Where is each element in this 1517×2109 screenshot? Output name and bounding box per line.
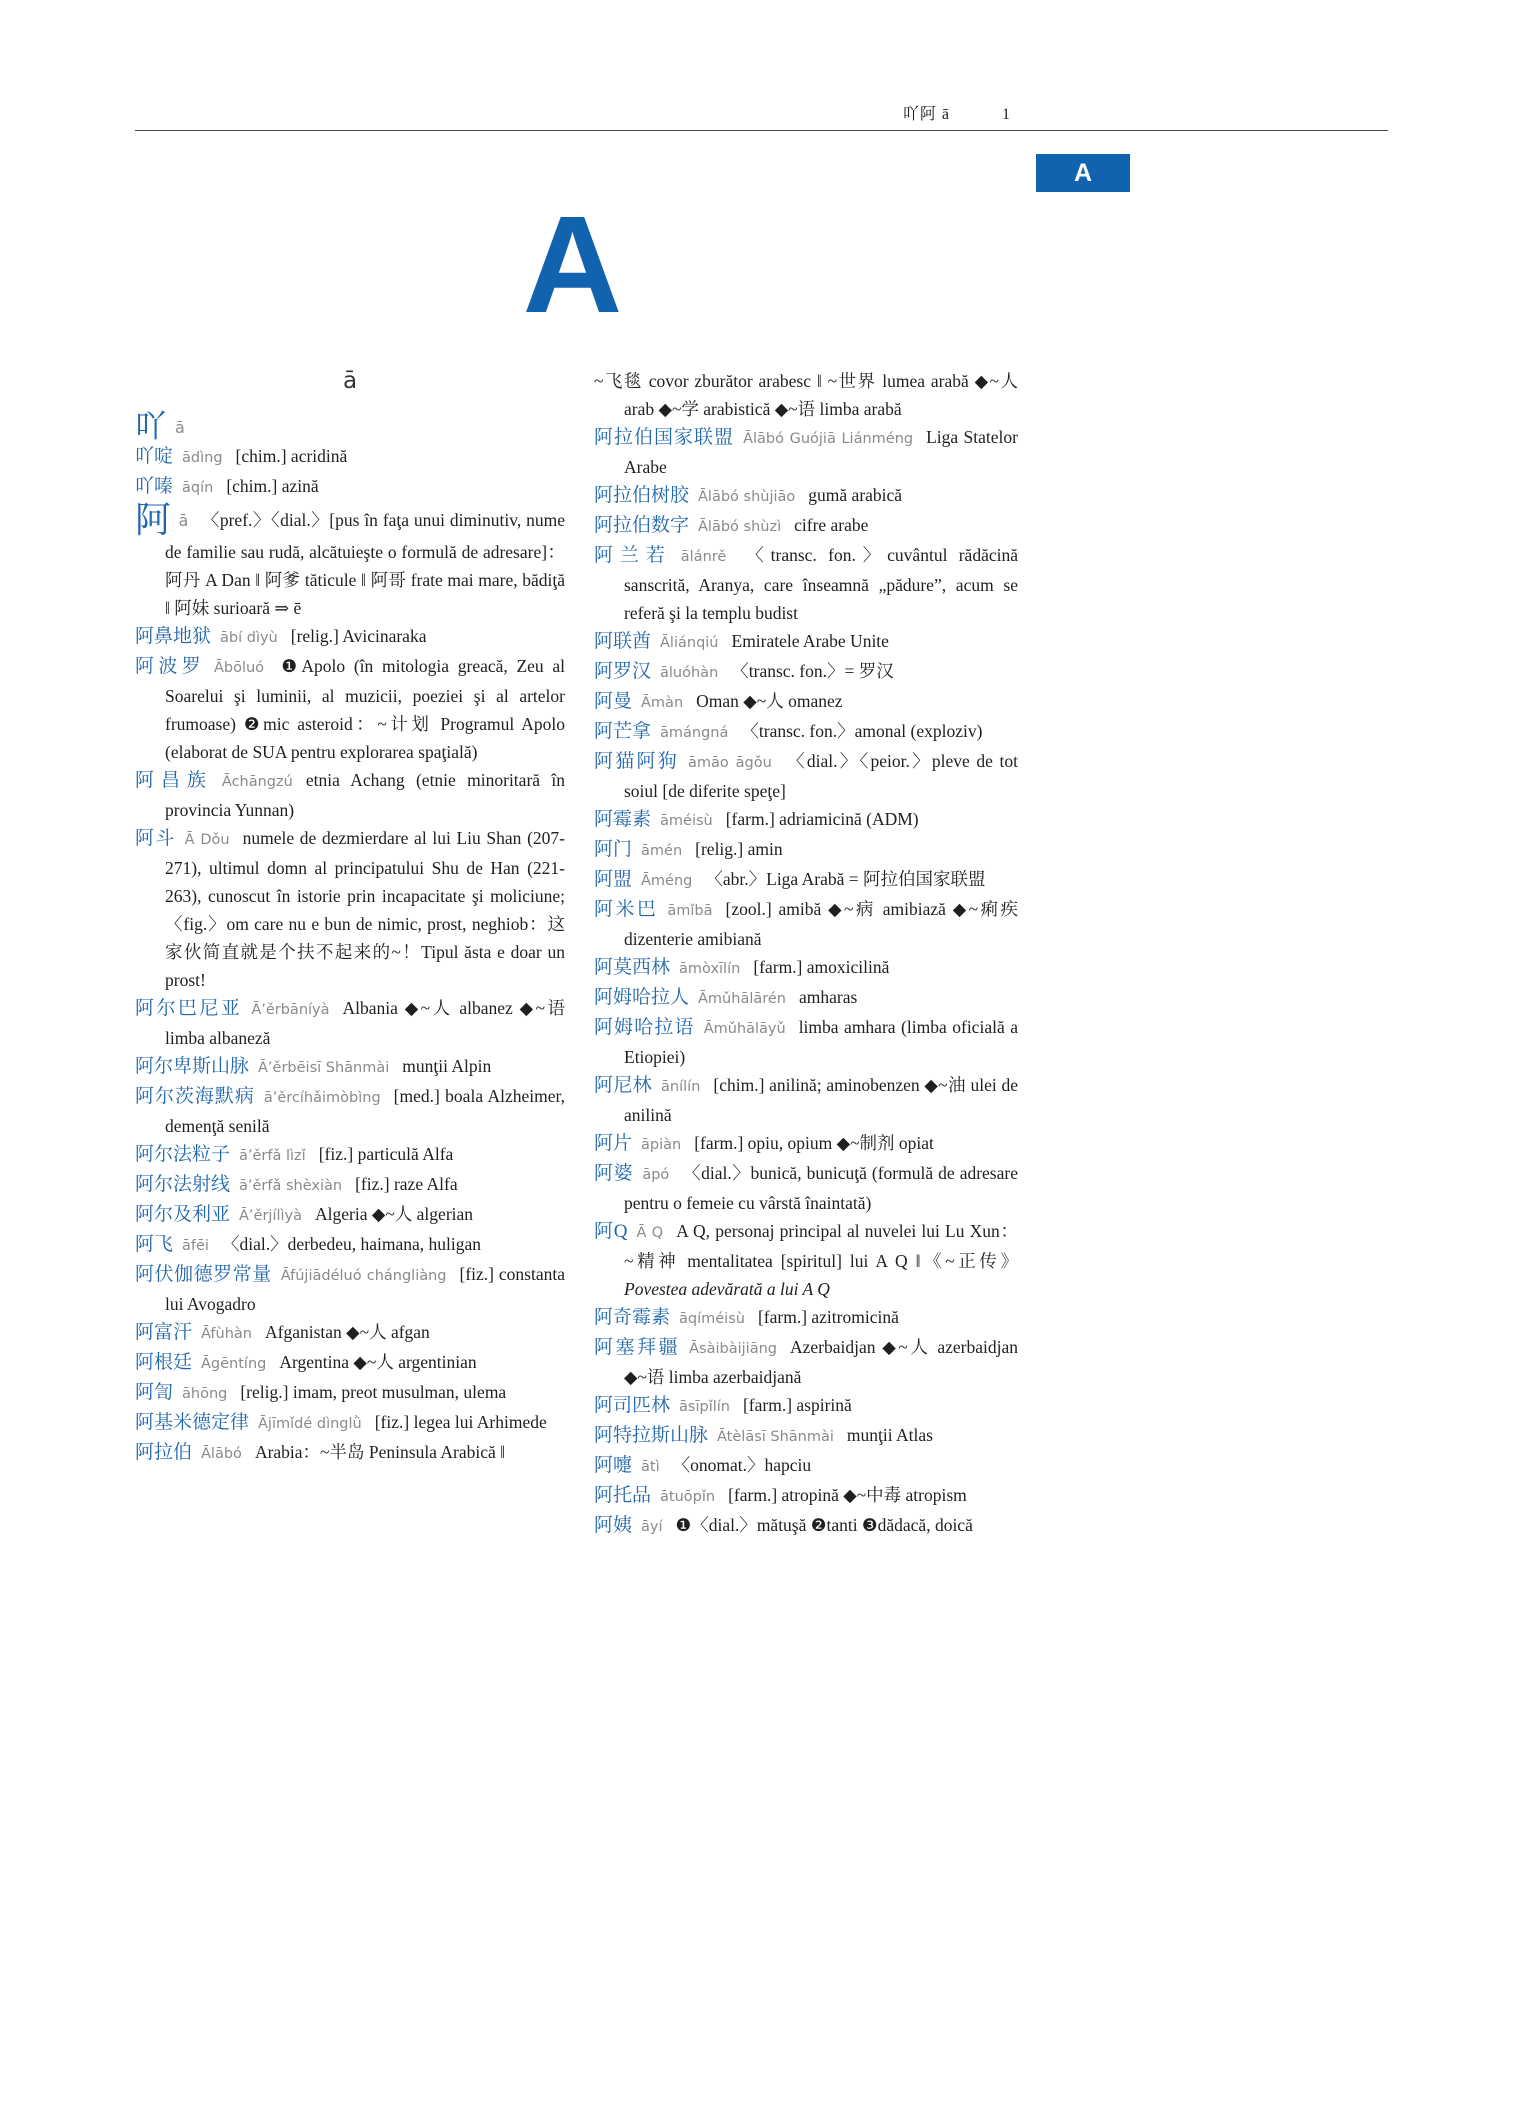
header-rule [135,130,1388,131]
dictionary-entry [594,953,1018,983]
entry-headword: 阿莫西林 [594,957,671,978]
entry-headword: 吖啶 [135,446,174,467]
entry-definition: [fiz.] raze Alfa [355,1174,458,1194]
entry-definition: [chim.] acridină [235,446,348,466]
entry-pinyin: ā’ěrfǎ lìzǐ [239,1148,306,1164]
page-header [135,101,1010,124]
entry-headword: 阿婆 [594,1163,634,1184]
entry-pinyin: āmāo āgǒu [688,755,772,771]
dictionary-entry [135,1348,565,1378]
entry-pinyin: Ālābó [201,1446,242,1462]
dictionary-entry [594,1333,1018,1391]
entry-definition: [farm.] adriamicină (ADM) [725,809,919,829]
dictionary-entry [135,652,565,766]
dictionary-entry [135,411,565,442]
section-letter-heading: A [522,188,623,342]
dictionary-entry [135,994,565,1052]
entry-definition: [farm.] amoxicilină [753,957,890,977]
entry-definition: ❶Apolo (în mitologia greacă, Zeu al Soarelui şi luminii, al muzicii, poeziei şi al artelor frumoase) ❷mic asteroid：~计划 Programul Apolo (elaborat de SUA pentru explorarea spaţială) [165,656,565,762]
entry-headword: 阿基米德定律 [135,1412,250,1433]
entry-headword: 阿兰若 [594,545,672,566]
dictionary-entry [135,472,565,502]
entry-headword: 阿姨 [594,1515,633,1536]
entry-definition: 〈transc. fon.〉amonal (exploziv) [741,721,983,741]
entry-pinyin: Āmàn [641,695,684,711]
entry-headword: 阿尔及利亚 [135,1204,231,1225]
entry-definition: amharas [799,987,858,1007]
entry-definition: [chim.] anilină; aminobenzen ◆~油 ulei de anilină [624,1075,1018,1125]
entry-headword: 阿拉伯树胶 [594,485,690,506]
dictionary-entry [594,805,1018,835]
dictionary-entry [135,1200,565,1230]
dictionary-entry [594,511,1018,541]
entry-definition: cifre arabe [794,515,869,535]
entry-definition: [relig.] amin [695,839,783,859]
entry-definition: 〈dial.〉bunică, bunicuţă (formulă de adresare pentru o femeie cu vârstă înaintată) [624,1163,1018,1213]
dictionary-entry [594,835,1018,865]
entry-pinyin: āluóhàn [660,665,719,681]
dictionary-entry [135,622,565,652]
dictionary-entry [594,1159,1018,1217]
dictionary-entry [594,367,1018,423]
entry-definition: [fiz.] constanta lui Avogadro [165,1264,565,1314]
entry-headword: 阿曼 [594,691,633,712]
entry-pinyin: ā [178,511,189,530]
entry-pinyin: āhōng [182,1386,228,1402]
dictionary-entry [135,1318,565,1348]
entry-pinyin: Ālābó shùjiāo [698,489,796,505]
dictionary-entry [594,687,1018,717]
entry-headword: 阿昌族 [135,770,213,791]
entry-definition: etnia Achang (etnie minoritară în provincia Yunnan) [165,770,565,820]
dictionary-entry [594,1013,1018,1071]
entry-headword: 阿拉伯国家联盟 [594,427,735,448]
entry-definition: Liga Statelor Arabe [624,427,1018,477]
dictionary-entry [594,1481,1018,1511]
entry-pinyin: āqíméisù [679,1311,745,1327]
dictionary-entry [594,1217,1018,1303]
entry-pinyin: āpiàn [641,1137,682,1153]
dictionary-entry [594,657,1018,687]
entry-definition: 〈dial.〉derbedeu, haimana, huligan [221,1234,481,1254]
entry-headword: 阿芒拿 [594,721,652,742]
entry-definition: Argentina ◆~人 argentinian [279,1352,477,1372]
entry-definition: [zool.] amibă ◆~病 amibiază ◆~痢疾 dizenterie amibiană [624,899,1018,949]
entry-definition: [farm.] atropină ◆~中毒 atropism [728,1485,967,1505]
entry-pinyin: āméisù [660,813,713,829]
entry-pinyin: ā’ěrcíhǎimòbìng [263,1090,381,1106]
entry-headword: 阿鼻地狱 [135,626,212,647]
entry-definition: 〈pref.〉〈dial.〉[pus în faţa unui diminutiv, nume de familie sau rudă, alcătuieşte o formulă de adresare]：阿丹 A Dan ‖ 阿爹 tăticule ‖ 阿哥 frate mai mare, bădiţă ‖ 阿妹 surioară ⇒ ē [165,510,565,618]
entry-headword: 阿訇 [135,1382,174,1403]
entry-pinyin: Āliánqiú [660,635,719,651]
entry-headword: 阿盟 [594,869,633,890]
entry-definition: Emiratele Arabe Unite [731,631,889,651]
entry-definition: Albania ◆~人 albanez ◆~语 limba albaneză [165,998,565,1048]
dictionary-entry [594,717,1018,747]
entry-pinyin: Ātèlāsī Shānmài [717,1429,834,1445]
entry-headword: 阿尔法粒子 [135,1144,231,1165]
entry-headword: 阿罗汉 [594,661,652,682]
dictionary-entry [594,1071,1018,1129]
dictionary-entry [594,481,1018,511]
entry-headword: 阿拉伯 [135,1442,193,1463]
entry-pinyin: ā’ěrfǎ shèxiàn [239,1178,343,1194]
entry-headword: 阿根廷 [135,1352,193,1373]
entry-definition: [farm.] azitromicină [757,1307,899,1327]
dictionary-entry [135,1378,565,1408]
entry-definition: limba amhara (limba oficială a Etiopiei) [624,1017,1018,1067]
entry-definition [624,1221,1018,1299]
dictionary-entry [594,747,1018,805]
entry-headword: 阿尼林 [594,1075,653,1096]
entry-headword: 阿拉伯数字 [594,515,690,536]
dictionary-entry [594,895,1018,953]
entry-headword: 阿尔卑斯山脉 [135,1056,250,1077]
entry-pinyin: Āchāngzú [221,774,293,790]
entry-pinyin: Ā’ěrjílìyà [239,1208,303,1224]
dictionary-entry [594,1391,1018,1421]
left-column [135,367,565,1468]
dictionary-entry [135,766,565,824]
entry-pinyin: āmén [641,843,683,859]
entry-definition: [fiz.] legea lui Arhimede [374,1412,547,1432]
entry-definition: 〈onomat.〉hapciu [672,1455,812,1475]
entry-pinyin: Ālābó Guójiā Liánméng [743,431,914,447]
entry-definition: Algeria ◆~人 algerian [315,1204,474,1224]
entry-pinyin: Ābōluó [213,660,265,676]
entry-pinyin: ābí dìyù [220,630,278,646]
entry-definition: gumă arabică [808,485,903,505]
entry-definition: [relig.] imam, preot musulman, ulema [240,1382,507,1402]
dictionary-entry [135,1082,565,1140]
entry-pinyin: Ā Dǒu [184,832,230,848]
entry-definition: [relig.] Avicinaraka [290,626,427,646]
dictionary-entry [594,1451,1018,1481]
entry-definition: ~飞毯 covor zburător arabesc ‖ ~世界 lumea arabă ◆~人 arab ◆~学 arabistică ◆~语 limba arabă [594,371,1018,419]
entry-pinyin: Āmǔhālāyǔ [703,1021,786,1037]
dictionary-entry [135,1260,565,1318]
entry-definition: munţii Atlas [846,1425,933,1445]
entry-pinyin: Ālābó shùzì [698,519,782,535]
entry-headword: 阿米巴 [594,899,659,920]
entry-headword: 阿门 [594,839,633,860]
section-pinyin-heading: ā [342,368,358,394]
entry-headword: 阿联酋 [594,631,652,652]
dictionary-entry [594,627,1018,657]
dictionary-entry [594,423,1018,481]
entry-definition: Oman ◆~人 omanez [696,691,843,711]
dictionary-entry [594,1303,1018,1333]
dictionary-entry [594,1129,1018,1159]
entry-definition: Arabia：~半岛 Peninsula Arabică ‖ [254,1442,506,1462]
entry-pinyin: Ā’ěrbēisī Shānmài [258,1060,390,1076]
entry-headword: 阿猫阿狗 [594,751,680,772]
dictionary-entry [594,1511,1018,1541]
entry-pinyin: ātuōpǐn [660,1489,716,1505]
entry-headword: 阿Q [594,1221,628,1242]
entry-pinyin: āyí [641,1519,663,1535]
entry-pinyin: āmángná [660,725,729,741]
entry-headword: 吖 [135,409,166,444]
entry-definition: munţii Alpin [402,1056,492,1076]
dictionary-entry [135,1140,565,1170]
dictionary-entry [594,1421,1018,1451]
entry-pinyin: āmǐbā [667,903,713,919]
entry-pinyin: Āfújiādéluó chángliàng [280,1268,447,1284]
dictionary-entry [135,442,565,472]
entry-definition: Afganistan ◆~人 afgan [264,1322,430,1342]
entry-headword: 阿伏伽德罗常量 [135,1264,272,1285]
entry-definition: 〈transc. fon.〉cuvântul rădăcină sanscrită, Aranya, care înseamnă „pădure”, acum se referă şi la templu budist [624,545,1018,623]
dictionary-entry [594,541,1018,627]
entry-headword: 阿塞拜疆 [594,1337,681,1358]
entry-definition: 〈transc. fon.〉= 罗汉 [731,661,894,681]
dictionary-entry [594,983,1018,1013]
right-column [594,367,1018,1541]
entry-pinyin: ādìng [182,450,223,466]
entry-pinyin: Āméng [641,873,693,889]
entry-pinyin: Ājīmǐdé dìnglǜ [258,1416,362,1432]
entry-pinyin: āmòxīlín [679,961,741,977]
entry-pinyin: ā [175,418,185,437]
entry-pinyin: āqín [182,480,214,496]
entry-definition: numele de dezmierdare al lui Liu Shan (207-271), ultimul domn al principatului Shu de Han (221-263), cunoscut în istorie prin incapacitate şi moliciune; 〈fig.〉om care nu e bun de nimic, prost, neghiob：这家伙简直就是个扶不起来的~！Tipul ăsta e doar un prost! [165,828,565,990]
header-guide-words: 吖阿 ā [902,106,950,123]
entry-definition: Azerbaidjan ◆~人 azerbaidjan ◆~语 limba azerbaidjană [624,1337,1018,1387]
entry-headword: 阿斗 [135,828,176,849]
entry-headword: 阿尔法射线 [135,1174,231,1195]
entry-definition: [med.] boala Alzheimer, demenţă senilă [165,1086,565,1136]
entry-pinyin: āpó [642,1167,670,1183]
dictionary-entry [135,1438,565,1468]
entry-headword: 阿尔茨海默病 [135,1086,255,1107]
entry-headword: 阿姆哈拉人 [594,987,690,1008]
page-number: 1 [1002,106,1010,123]
dictionary-entry [135,824,565,994]
dictionary-entry [135,1230,565,1260]
entry-pinyin: Āsàibàijiāng [689,1341,777,1357]
entry-headword: 阿嚏 [594,1455,633,1476]
entry-pinyin: Ā’ěrbāníyà [251,1002,330,1018]
definition-segment: A Q, personaj principal al nuvelei lui Lu Xun：~精神 mentalitatea [spiritul] lui A Q ‖《~正传》 [624,1221,1018,1271]
entry-pinyin: Āmǔhālārén [698,991,786,1007]
entry-definition: 〈dial.〉〈peior.〉pleve de tot soiul [de diferite speţe] [624,751,1018,801]
entry-headword: 阿托品 [594,1485,652,1506]
entry-pinyin: āfēi [182,1238,209,1254]
dictionary-entry [135,1052,565,1082]
entry-headword: 阿 [135,500,172,540]
entry-headword: 阿富汗 [135,1322,193,1343]
entry-headword: 阿霉素 [594,809,652,830]
dictionary-entry [135,502,565,622]
entry-pinyin: Ā Q [636,1225,664,1241]
entry-headword: 阿司匹林 [594,1395,671,1416]
entry-pinyin: Āgēntíng [201,1356,267,1372]
entry-pinyin: ālánrě [680,549,727,565]
entry-definition: [farm.] aspirină [742,1395,852,1415]
dictionary-entry [594,865,1018,895]
entry-pinyin: ānílín [661,1079,701,1095]
entry-pinyin: ātì [641,1459,660,1475]
dictionary-entry [135,1170,565,1200]
entry-headword: 阿飞 [135,1234,174,1255]
definition-segment: Povestea adevărată a lui A Q [624,1279,830,1299]
entry-headword: 阿特拉斯山脉 [594,1425,709,1446]
entry-pinyin: Āfùhàn [201,1326,252,1342]
entry-headword: 阿波罗 [135,656,205,677]
entry-headword: 吖嗪 [135,476,174,497]
entry-pinyin: āsīpǐlín [679,1399,730,1415]
entry-definition: ❶〈dial.〉mătuşă ❷tanti ❸dădacă, doică [675,1515,973,1535]
entry-definition: [farm.] opiu, opium ◆~制剂 opiat [694,1133,934,1153]
letter-thumb-tab: A [1036,154,1130,192]
entry-headword: 阿片 [594,1133,633,1154]
entry-definition: 〈abr.〉Liga Arabă = 阿拉伯国家联盟 [705,869,986,889]
entry-headword: 阿尔巴尼亚 [135,998,243,1019]
entry-headword: 阿姆哈拉语 [594,1017,695,1038]
dictionary-entry [135,1408,565,1438]
entry-headword: 阿奇霉素 [594,1307,671,1328]
entry-definition: [fiz.] particulă Alfa [318,1144,454,1164]
entry-definition: [chim.] azină [226,476,319,496]
